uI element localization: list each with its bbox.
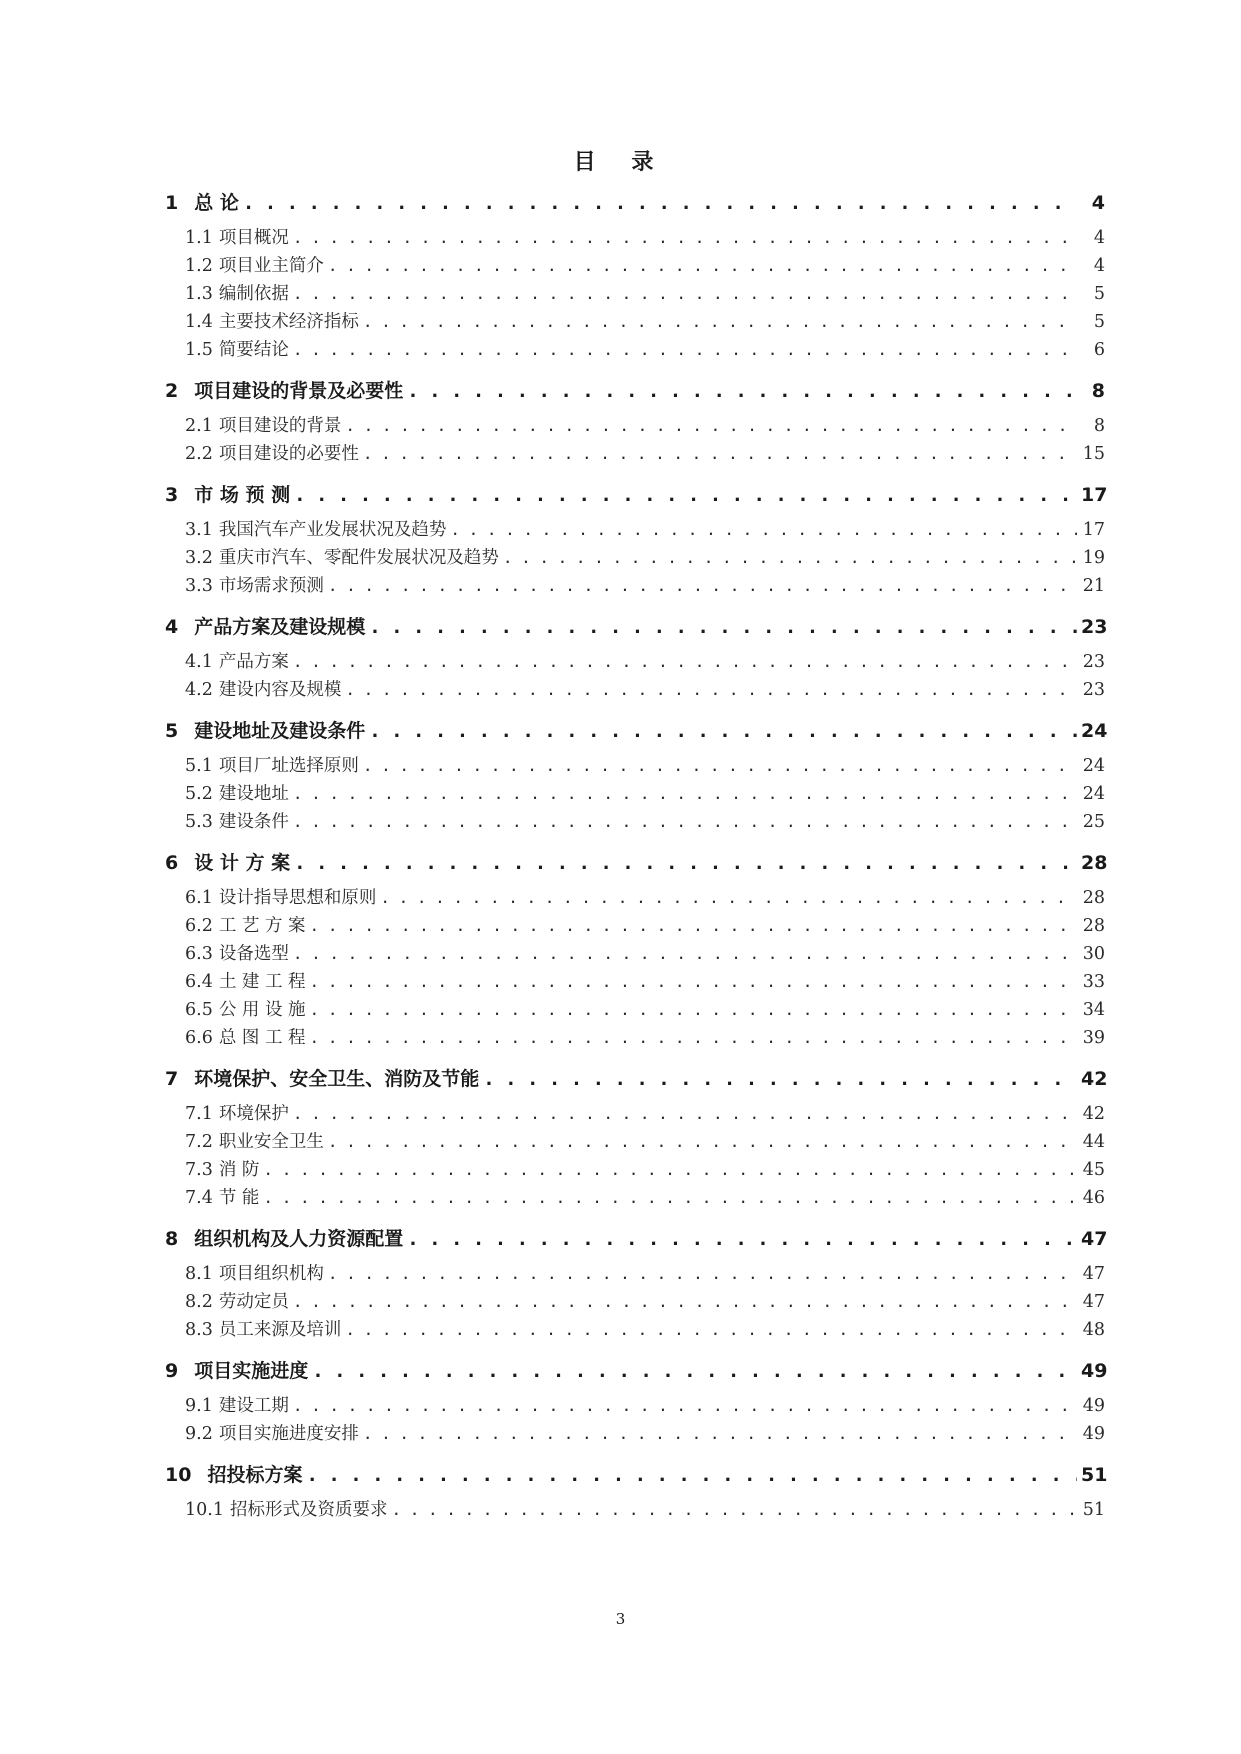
- toc-entry-page: 33: [1082, 972, 1105, 992]
- dot-leader: [328, 1264, 1077, 1284]
- toc-entry-label: 总 论: [194, 192, 239, 214]
- toc-entry-number: 6.2: [185, 916, 213, 936]
- toc-entry-label: 我国汽车产业发展状况及趋势: [218, 520, 447, 540]
- toc-entry-page: 4: [1093, 256, 1105, 276]
- toc-entry-label: 设备选型: [218, 944, 289, 964]
- toc-entry-label: 简要结论: [218, 340, 289, 360]
- toc-chapter-entry[interactable]: [165, 1460, 1108, 1488]
- toc-entry-number: 3.3: [185, 576, 213, 596]
- toc-entry-page: 23: [1082, 680, 1105, 700]
- toc-entry-page: 48: [1082, 1320, 1105, 1340]
- toc-entry-page: 8: [1091, 380, 1105, 402]
- dot-leader: [243, 192, 1077, 214]
- dot-leader: [328, 256, 1077, 276]
- toc-entry-label: 职业安全卫生: [218, 1132, 324, 1152]
- dot-leader: [345, 680, 1077, 700]
- toc-entry-label: 招标形式及资质要求: [229, 1500, 388, 1520]
- toc-section-entry[interactable]: [165, 336, 1105, 364]
- toc-entry-page: 49: [1081, 1360, 1108, 1382]
- toc-entry-label: 项目实施进度安排: [218, 1424, 359, 1444]
- dot-leader: [310, 916, 1077, 936]
- toc-entry-label: 项目建设的必要性: [218, 444, 359, 464]
- toc-entry-number: 4: [165, 616, 179, 638]
- toc-entry-number: 8.3: [185, 1320, 213, 1340]
- toc-entry-page: 51: [1081, 1464, 1108, 1486]
- toc-entry-page: 19: [1082, 548, 1105, 568]
- toc-entry-page: 47: [1082, 1264, 1105, 1284]
- toc-entry-number: 9.2: [185, 1424, 213, 1444]
- toc-entry-number: 3.2: [185, 548, 213, 568]
- toc-chapter-entry[interactable]: [165, 480, 1108, 508]
- toc-entry-label: 项目组织机构: [218, 1264, 324, 1284]
- dot-leader: [293, 228, 1077, 248]
- toc-entry-label: 项目建设的背景: [218, 416, 342, 436]
- dot-leader: [328, 1132, 1077, 1152]
- toc-section-entry[interactable]: [165, 412, 1105, 440]
- toc-entry-label: 组织机构及人力资源配置: [194, 1228, 404, 1250]
- toc-entry-label: 项目业主简介: [218, 256, 324, 276]
- dot-leader: [363, 444, 1077, 464]
- toc-entry-number: 8.2: [185, 1292, 213, 1312]
- dot-leader: [407, 1228, 1077, 1250]
- toc-section-entry[interactable]: [165, 1392, 1105, 1420]
- toc-entry-label: 设计指导思想和原则: [218, 888, 377, 908]
- dot-leader: [306, 1464, 1077, 1486]
- toc-entry-number: 1.1: [185, 228, 213, 248]
- toc-entry-number: 8: [165, 1228, 179, 1250]
- dot-leader: [345, 1320, 1077, 1340]
- toc-entry-page: 25: [1082, 812, 1105, 832]
- toc-entry-number: 10: [165, 1464, 192, 1486]
- toc-entry-label: 项目概况: [218, 228, 289, 248]
- toc-section-entry[interactable]: [165, 544, 1105, 572]
- dot-leader: [407, 380, 1077, 402]
- dot-leader: [310, 1000, 1077, 1020]
- toc-entry-label: 土 建 工 程: [218, 972, 306, 992]
- toc-entry-page: 21: [1082, 576, 1105, 596]
- toc-entry-label: 劳动定员: [218, 1292, 289, 1312]
- toc-entry-page: 49: [1082, 1396, 1105, 1416]
- toc-entry-page: 30: [1082, 944, 1105, 964]
- dot-leader: [294, 484, 1077, 506]
- toc-entry-number: 1.3: [185, 284, 213, 304]
- toc-entry-number: 6.1: [185, 888, 213, 908]
- toc-section-entry[interactable]: [165, 252, 1105, 280]
- toc-entry-label: 设 计 方 案: [194, 852, 291, 874]
- dot-leader: [483, 1068, 1077, 1090]
- toc-section-entry[interactable]: [165, 676, 1105, 704]
- dot-leader: [503, 548, 1077, 568]
- toc-section-entry[interactable]: [165, 1100, 1105, 1128]
- toc-entry-page: 17: [1081, 484, 1108, 506]
- toc-section-entry[interactable]: [165, 1024, 1105, 1052]
- toc-entry-page: 47: [1081, 1228, 1108, 1250]
- toc-entry-number: 4.1: [185, 652, 213, 672]
- toc-entry-label: 市 场 预 测: [194, 484, 291, 506]
- toc-entry-label: 公 用 设 施: [218, 1000, 306, 1020]
- toc-entry-number: 1.4: [185, 312, 213, 332]
- dot-leader: [293, 340, 1077, 360]
- toc-section-entry[interactable]: [165, 968, 1105, 996]
- toc-entry-page: 28: [1081, 852, 1108, 874]
- dot-leader: [345, 416, 1077, 436]
- toc-entry-page: 51: [1082, 1500, 1105, 1520]
- toc-section-entry[interactable]: [165, 1420, 1105, 1448]
- toc-entry-number: 2: [165, 380, 179, 402]
- toc-section-entry[interactable]: [165, 648, 1105, 676]
- toc-chapter-entry[interactable]: [165, 612, 1108, 640]
- toc-entry-number: 5.1: [185, 756, 213, 776]
- toc-chapter-entry[interactable]: [165, 188, 1105, 216]
- toc-section-entry[interactable]: [165, 1156, 1105, 1184]
- toc-section-entry[interactable]: [165, 308, 1105, 336]
- toc-entry-number: 7: [165, 1068, 179, 1090]
- dot-leader: [293, 652, 1077, 672]
- toc-entry-page: 6: [1093, 340, 1105, 360]
- toc-entry-number: 10.1: [185, 1500, 224, 1520]
- toc-entry-number: 7.3: [185, 1160, 213, 1180]
- toc-entry-label: 建设条件: [218, 812, 289, 832]
- dot-leader: [363, 1424, 1077, 1444]
- toc-entry-number: 5.2: [185, 784, 213, 804]
- toc-entry-page: 24: [1081, 720, 1108, 742]
- toc-entry-number: 2.1: [185, 416, 213, 436]
- toc-entry-page: 4: [1091, 192, 1105, 214]
- toc-section-entry[interactable]: [165, 1128, 1105, 1156]
- dot-leader: [263, 1188, 1077, 1208]
- dot-leader: [450, 520, 1077, 540]
- toc-entry-page: 28: [1082, 916, 1105, 936]
- dot-leader: [310, 972, 1077, 992]
- toc-entry-page: 28: [1082, 888, 1105, 908]
- toc-entry-number: 1.5: [185, 340, 213, 360]
- toc-entry-page: 17: [1082, 520, 1105, 540]
- dot-leader: [312, 1360, 1077, 1382]
- toc-entry-number: 1.2: [185, 256, 213, 276]
- dot-leader: [293, 1292, 1077, 1312]
- toc-entry-label: 编制依据: [218, 284, 289, 304]
- toc-section-entry[interactable]: [165, 1316, 1105, 1344]
- toc-entry-label: 环境保护、安全卫生、消防及节能: [194, 1068, 480, 1090]
- dot-leader: [369, 616, 1077, 638]
- toc-entry-page: 24: [1082, 784, 1105, 804]
- toc-section-entry[interactable]: [165, 1260, 1105, 1288]
- toc-section-entry[interactable]: [165, 752, 1105, 780]
- toc-entry-page: 34: [1082, 1000, 1105, 1020]
- toc-entry-number: 6.4: [185, 972, 213, 992]
- toc-entry-label: 项目建设的背景及必要性: [194, 380, 404, 402]
- toc-section-entry[interactable]: [165, 1496, 1105, 1524]
- toc-section-entry[interactable]: [165, 1184, 1105, 1212]
- toc-chapter-entry[interactable]: [165, 1064, 1108, 1092]
- toc-entry-page: 8: [1093, 416, 1105, 436]
- toc-entry-label: 总 图 工 程: [218, 1028, 306, 1048]
- dot-leader: [293, 812, 1077, 832]
- toc-entry-label: 市场需求预测: [218, 576, 324, 596]
- toc-chapter-entry[interactable]: [165, 716, 1108, 744]
- toc-entry-page: 23: [1081, 616, 1108, 638]
- toc-section-entry[interactable]: [165, 516, 1105, 544]
- toc-entry-page: 46: [1082, 1188, 1105, 1208]
- dot-leader: [391, 1500, 1077, 1520]
- toc-section-entry[interactable]: [165, 808, 1105, 836]
- toc-entry-label: 员工来源及培训: [218, 1320, 342, 1340]
- toc-chapter-entry[interactable]: [165, 1356, 1108, 1384]
- dot-leader: [363, 756, 1077, 776]
- toc-entry-number: 5.3: [185, 812, 213, 832]
- toc-entry-number: 7.4: [185, 1188, 213, 1208]
- toc-entry-page: 15: [1082, 444, 1105, 464]
- toc-entry-number: 6.6: [185, 1028, 213, 1048]
- toc-entry-label: 产品方案: [218, 652, 289, 672]
- toc-entry-number: 9: [165, 1360, 179, 1382]
- toc-entry-page: 4: [1093, 228, 1105, 248]
- toc-entry-number: 1: [165, 192, 179, 214]
- toc-entry-label: 建设工期: [218, 1396, 289, 1416]
- toc-entry-page: 44: [1082, 1132, 1105, 1152]
- dot-leader: [363, 312, 1077, 332]
- toc-entry-page: 23: [1082, 652, 1105, 672]
- dot-leader: [328, 576, 1077, 596]
- toc-entry-number: 9.1: [185, 1396, 213, 1416]
- dot-leader: [293, 784, 1077, 804]
- dot-leader: [380, 888, 1077, 908]
- toc-entry-page: 49: [1082, 1424, 1105, 1444]
- toc-entry-page: 42: [1081, 1068, 1108, 1090]
- toc-entry-label: 项目厂址选择原则: [218, 756, 359, 776]
- toc-entry-page: 45: [1082, 1160, 1105, 1180]
- toc-entry-page: 39: [1082, 1028, 1105, 1048]
- toc-entry-number: 8.1: [185, 1264, 213, 1284]
- toc-entry-label: 环境保护: [218, 1104, 289, 1124]
- toc-entry-page: 24: [1082, 756, 1105, 776]
- dot-leader: [293, 1396, 1077, 1416]
- toc-entry-number: 7.1: [185, 1104, 213, 1124]
- page-number: 3: [615, 1610, 626, 1628]
- toc-title: 目 录: [573, 150, 668, 175]
- toc-entry-page: 5: [1093, 284, 1105, 304]
- toc-section-entry[interactable]: [165, 996, 1105, 1024]
- dot-leader: [293, 944, 1077, 964]
- toc-entry-number: 5: [165, 720, 179, 742]
- dot-leader: [293, 1104, 1077, 1124]
- toc-entry-label: 产品方案及建设规模: [194, 616, 366, 638]
- toc-entry-label: 主要技术经济指标: [218, 312, 359, 332]
- toc-entry-number: 3: [165, 484, 179, 506]
- toc-section-entry[interactable]: [165, 1288, 1105, 1316]
- toc-section-entry[interactable]: [165, 780, 1105, 808]
- toc-entry-page: 47: [1082, 1292, 1105, 1312]
- toc-chapter-entry[interactable]: [165, 1224, 1108, 1252]
- toc-chapter-entry[interactable]: [165, 848, 1108, 876]
- toc-entry-page: 5: [1093, 312, 1105, 332]
- toc-entry-number: 2.2: [185, 444, 213, 464]
- dot-leader: [310, 1028, 1077, 1048]
- toc-entry-number: 6: [165, 852, 179, 874]
- dot-leader: [294, 852, 1077, 874]
- toc-entry-label: 建设内容及规模: [218, 680, 342, 700]
- toc-entry-label: 工 艺 方 案: [218, 916, 306, 936]
- toc-entry-page: 42: [1082, 1104, 1105, 1124]
- toc-entry-label: 建设地址及建设条件: [194, 720, 366, 742]
- toc-section-entry[interactable]: [165, 224, 1105, 252]
- toc-chapter-entry[interactable]: [165, 376, 1105, 404]
- toc-entry-label: 重庆市汽车、零配件发展状况及趋势: [218, 548, 499, 568]
- toc-entry-label: 招投标方案: [207, 1464, 303, 1486]
- toc-section-entry[interactable]: [165, 440, 1105, 468]
- toc-entry-number: 4.2: [185, 680, 213, 700]
- toc-entry-label: 建设地址: [218, 784, 289, 804]
- toc-entry-number: 6.5: [185, 1000, 213, 1020]
- toc-entry-label: 节 能: [218, 1188, 260, 1208]
- toc-entry-number: 7.2: [185, 1132, 213, 1152]
- toc-entry-label: 消 防: [218, 1160, 260, 1180]
- dot-leader: [369, 720, 1077, 742]
- toc-entry-label: 项目实施进度: [194, 1360, 309, 1382]
- toc-section-entry[interactable]: [165, 572, 1105, 600]
- dot-leader: [293, 284, 1077, 304]
- toc-entry-number: 6.3: [185, 944, 213, 964]
- toc-section-entry[interactable]: [165, 940, 1105, 968]
- dot-leader: [263, 1160, 1077, 1180]
- toc-section-entry[interactable]: [165, 884, 1105, 912]
- toc-section-entry[interactable]: [165, 912, 1105, 940]
- toc-entry-number: 3.1: [185, 520, 213, 540]
- toc-section-entry[interactable]: [165, 280, 1105, 308]
- table-of-contents: [165, 188, 1108, 1524]
